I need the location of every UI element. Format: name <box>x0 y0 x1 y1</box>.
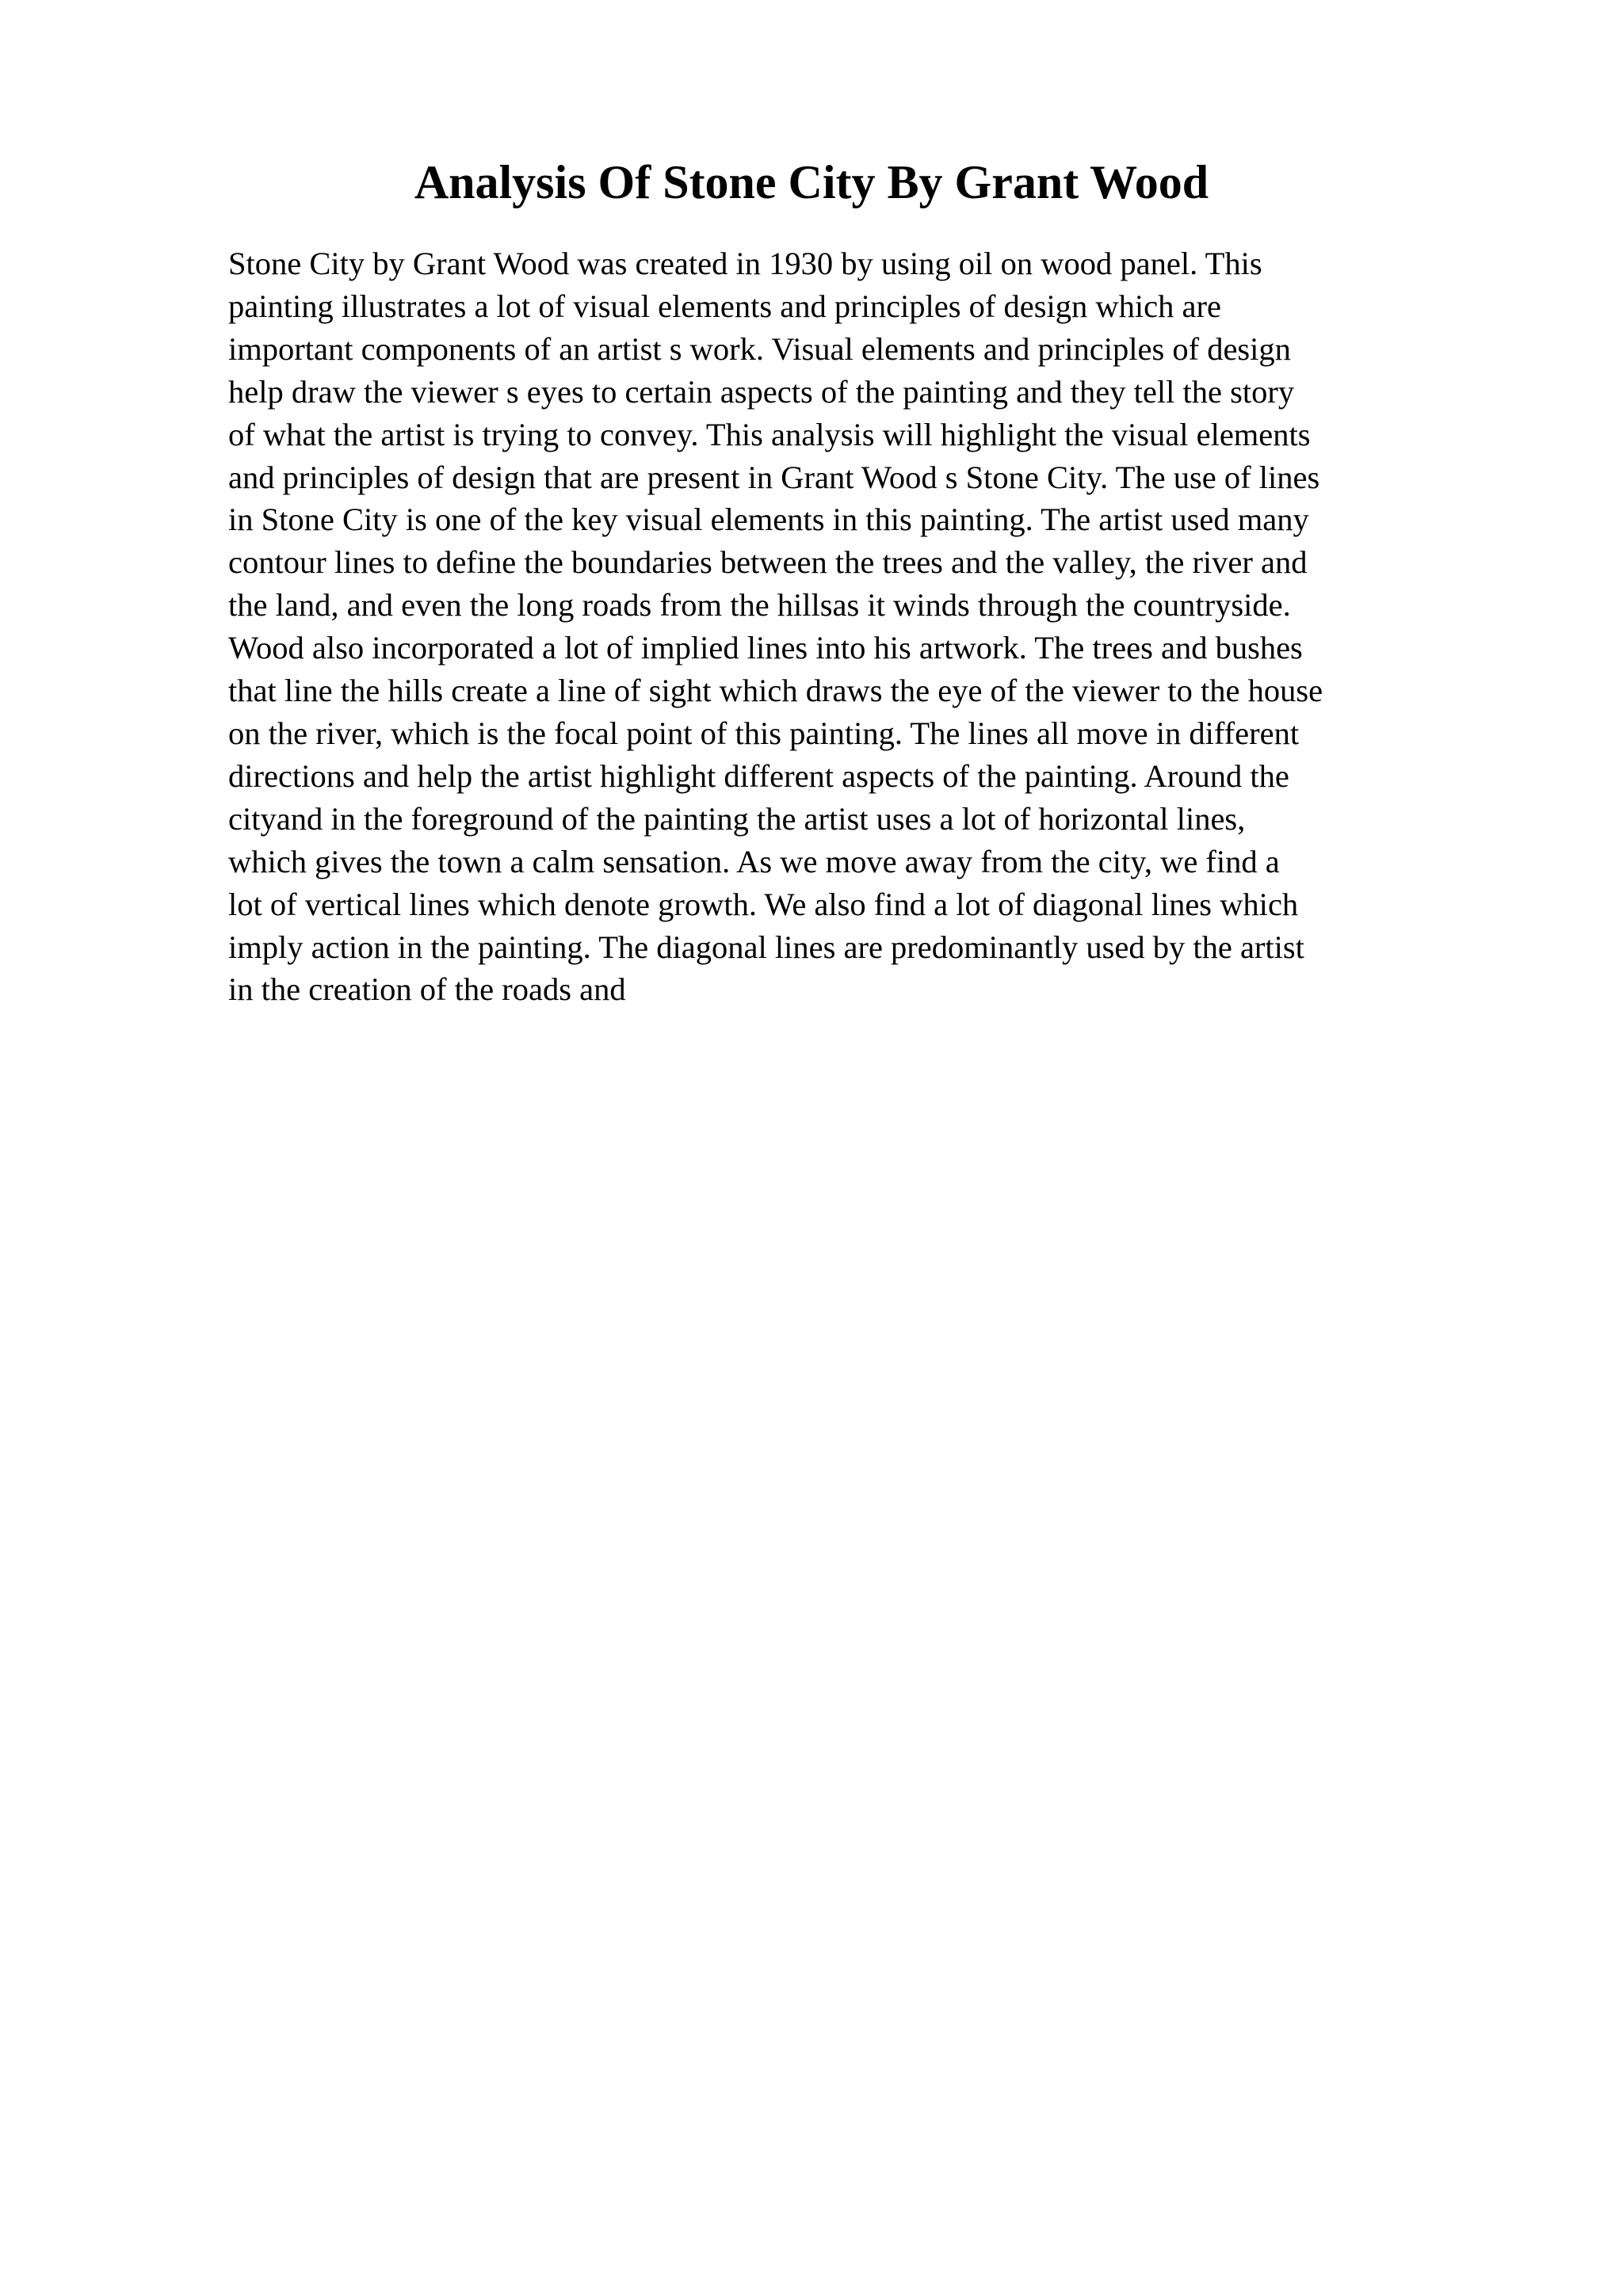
body-line: and principles of design that are present in Grant Wood s Stone City. The use of lines <box>228 459 1320 495</box>
body-line: painting illustrates a lot of visual elements and principles of design which are <box>228 288 1221 324</box>
document-title: Analysis Of Stone City By Grant Wood <box>414 156 1209 208</box>
body-line: of what the artist is trying to convey. This analysis will highlight the visual elements <box>228 416 1311 452</box>
body-line: Wood also incorporated a lot of implied lines into his artwork. The trees and bushes <box>228 630 1303 666</box>
body-line: that line the hills create a line of sight which draws the eye of the viewer to the house <box>228 673 1323 709</box>
body-line: help draw the viewer s eyes to certain aspects of the painting and they tell the story <box>228 373 1295 410</box>
body-line: which gives the town a calm sensation. As we move away from the city, we find a <box>228 843 1280 879</box>
body-line: cityand in the foreground of the painting the artist uses a lot of horizontal lines, <box>228 800 1246 837</box>
body-line: in the creation of the roads and <box>228 971 626 1008</box>
body-line: important components of an artist s work. Visual elements and principles of design <box>228 330 1291 367</box>
body-line: on the river, which is the focal point of this painting. The lines all move in different <box>228 715 1300 751</box>
body-line: directions and help the artist highlight different aspects of the painting. Around the <box>228 757 1289 794</box>
body-line: in Stone City is one of the key visual elements in this painting. The artist used many <box>228 502 1309 538</box>
body-line: lot of vertical lines which denote growth. We also find a lot of diagonal lines which <box>228 886 1299 922</box>
body-line: imply action in the painting. The diagonal lines are predominantly used by the artist <box>228 929 1304 965</box>
body-line: the land, and even the long roads from the hillsas it winds through the countryside. <box>228 587 1291 624</box>
body-line: contour lines to define the boundaries between the trees and the valley, the river and <box>228 544 1308 581</box>
body-line: Stone City by Grant Wood was created in 1930 by using oil on wood panel. This <box>228 246 1262 281</box>
document-body <box>228 242 1496 1011</box>
